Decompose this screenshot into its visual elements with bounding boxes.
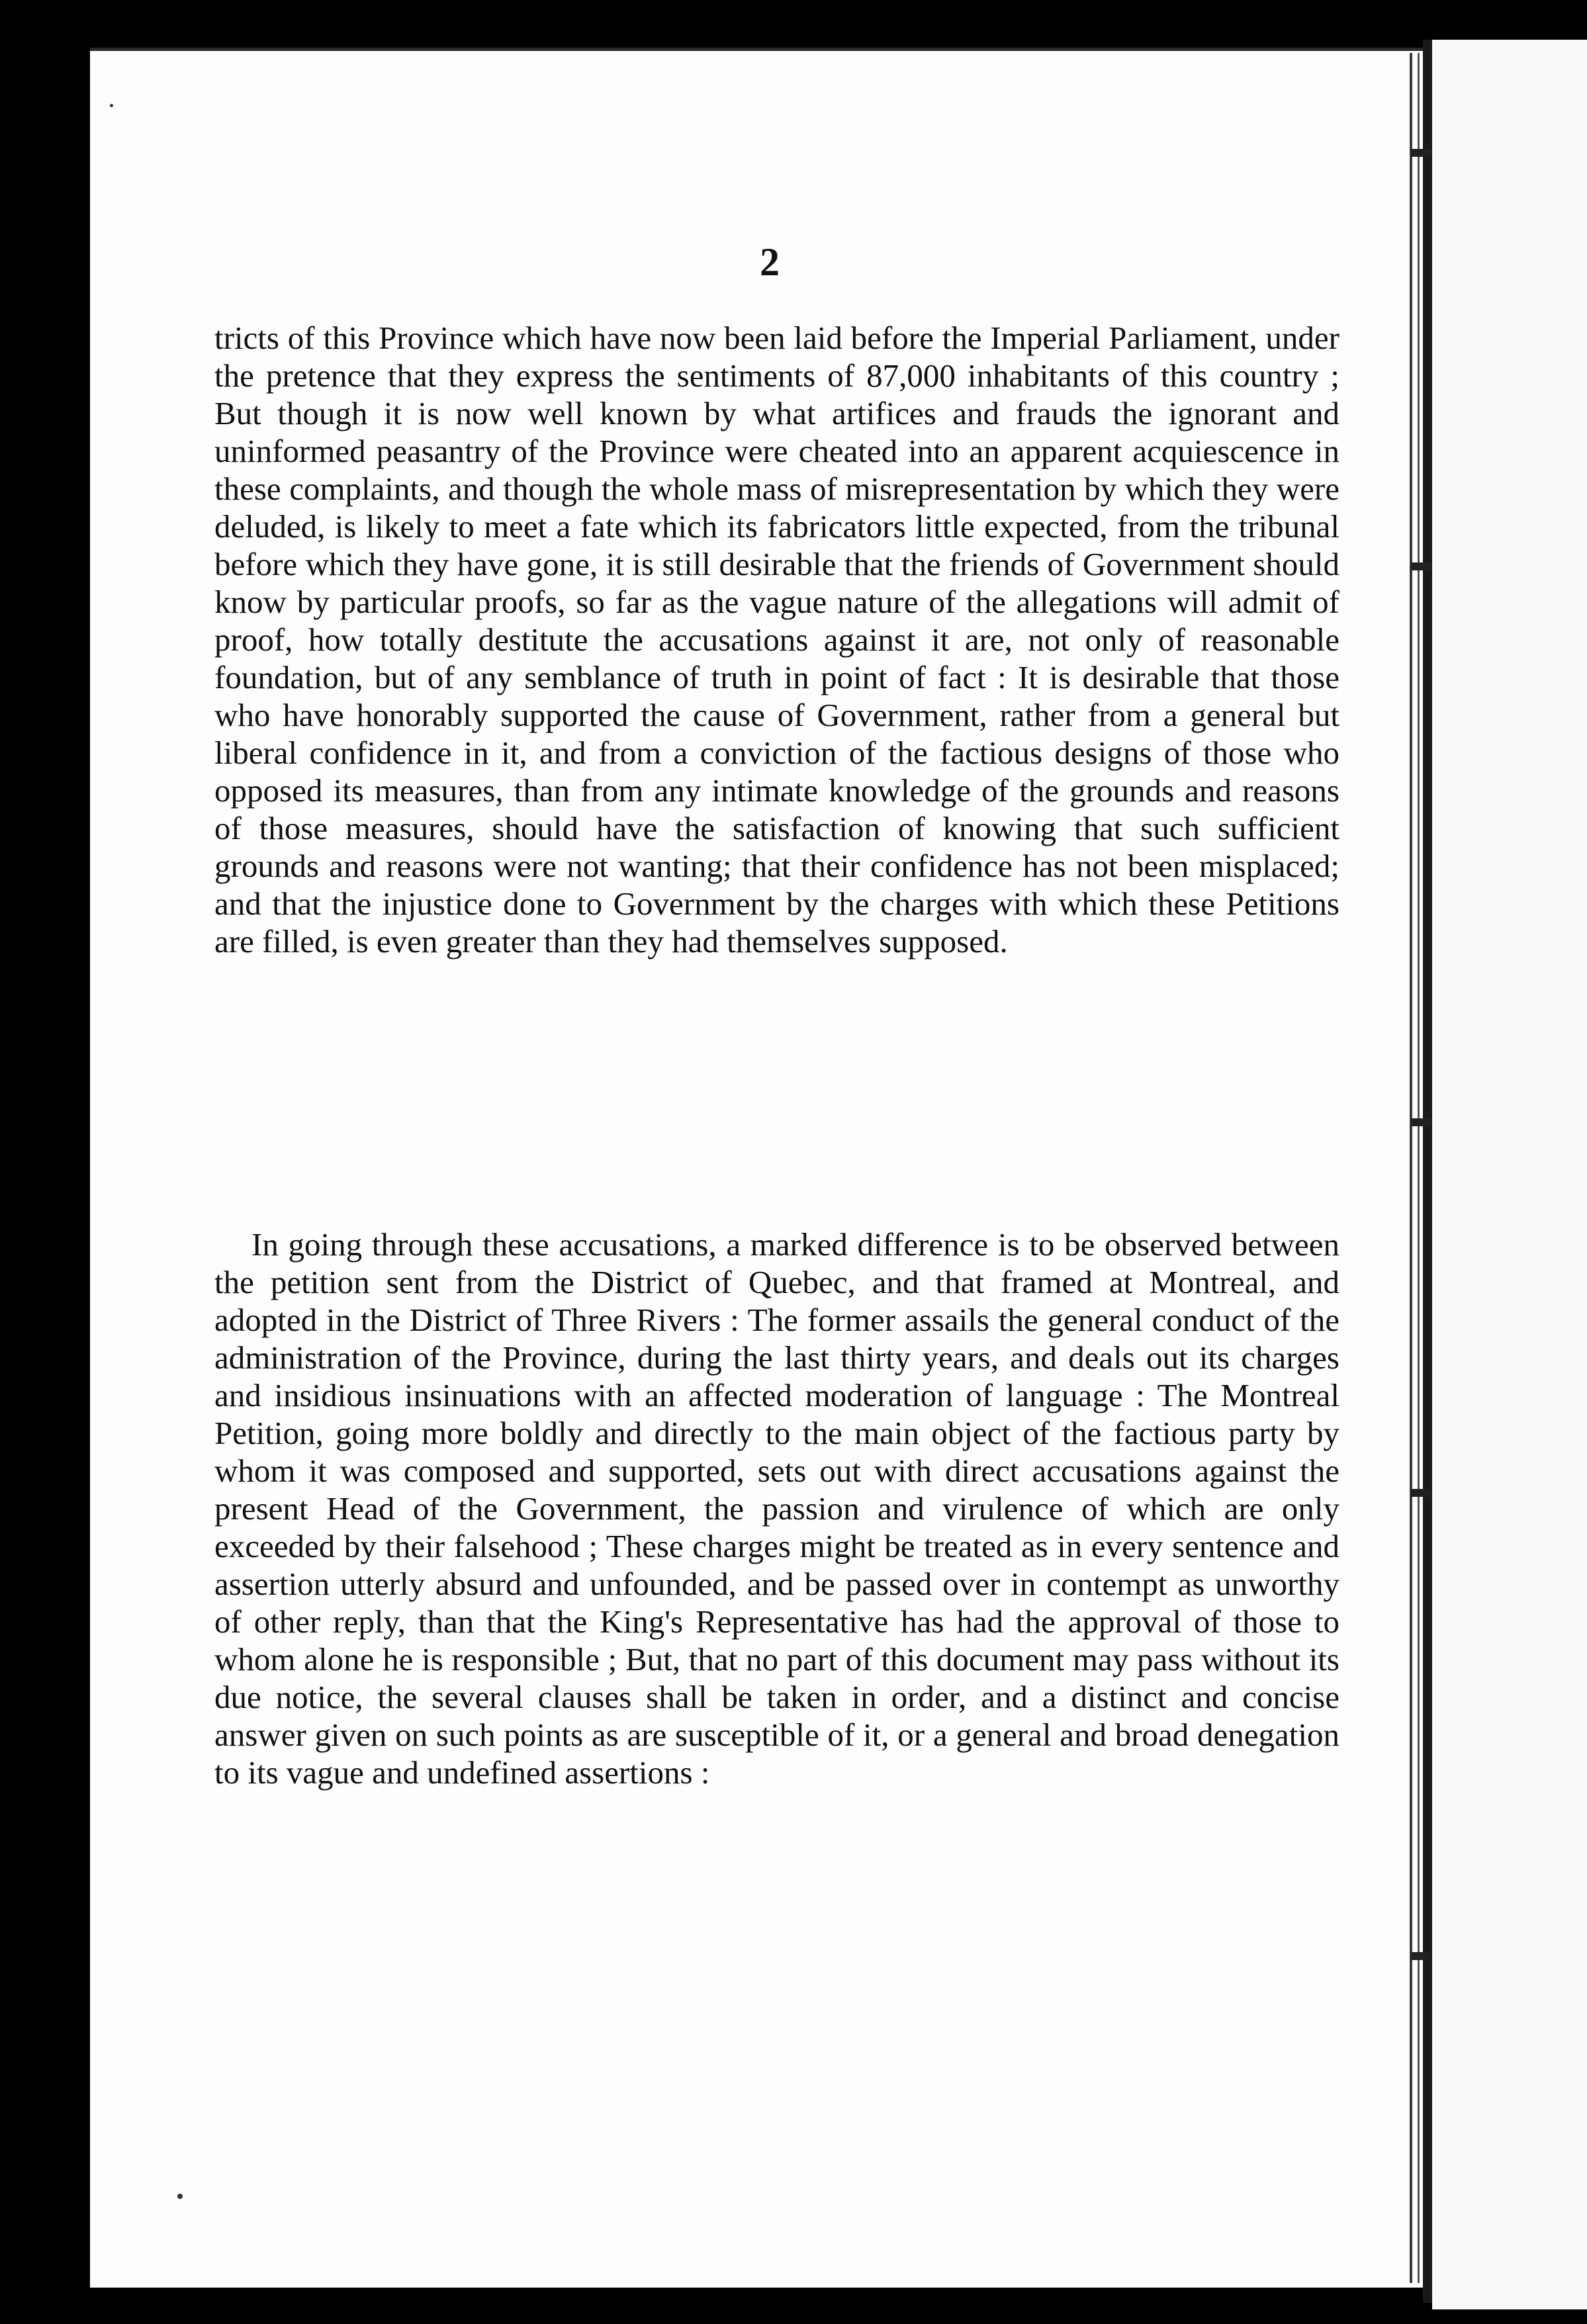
binding-mark [1411,149,1431,157]
scan-speck [177,2194,183,2199]
book-page [90,48,1423,2288]
scan-speck [110,104,113,107]
binding-mark [1411,562,1431,570]
paragraph-2 [214,1226,1339,1791]
paragraph-1 [214,319,1339,960]
binding-mark [1411,1118,1431,1126]
paragraph-1-text: tricts of this Province which have now been laid before the Imperial Parliament, under the pretence that they express the sentiments of 87,000 inhabitants of this country ; But though it is now well known by what artifices and frauds the ignorant and uninformed peasantry of the Province were cheated into an apparent acquiescence in these complaints, and though the whole mass of misrepresentation by which they were deluded, is likely to meet a fate which its fabricators little expected, from the tribunal before which they have gone, it is still desirable that the friends of Government should know by particular proofs, so far as the vague nature of the allegations will admit of proof, how totally destitute the accusations against it are, not only of reasonable foundation, but of any semblance of truth in point of fact : It is desirable that those who have honorably supported the cause of Government, rather from a general but liberal confidence in it, and from a conviction of the factious designs of those who opposed its measures, than from any intimate knowledge of the grounds and reasons of those measures, should have the satisfaction of knowing that such sufficient grounds and reasons were not wanting; that their confidence has not been misplaced; and that the injustice done to Government by the charges with which these Petitions are filled, is even greater than they had themselves supposed. [214,320,1339,960]
page-number: 2 [760,240,780,284]
binding-mark [1411,1489,1431,1497]
binding-mark [1411,1952,1431,1960]
binding-edge-inner [1418,53,1420,2283]
adjacent-page-edge [1432,40,1587,2309]
paragraph-2-text: In going through these accusations, a marked difference is to be observed between the petition sent from the District of Quebec, and that framed at Montreal, and adopted in the District of Three Rivers : The former assails the general conduct of the administration of the Province, during the last thirty years, and deals out its charges and insidious insinuations with an affected moderation of language : The Montreal Petition, going more boldly and directly to the main object of the factious party by whom it was composed and supported, sets out with direct accusations against the present Head of the Government, the passion and virulence of which are only exceeded by their falsehood ; These charges might be treated as in every sentence and assertion utterly absurd and unfounded, and be passed over in contempt as unworthy of other reply, than that the King's Representative has had the approval of those to whom alone he is responsible ; But, that no part of this document may pass without its due notice, the several clauses shall be taken in order, and a distinct and concise answer given on such points as are susceptible of it, or a general and broad denegation to its vague and undefined assertions : [214,1226,1339,1791]
binding-edge [1410,53,1412,2283]
gutter-shadow [1423,40,1432,2303]
